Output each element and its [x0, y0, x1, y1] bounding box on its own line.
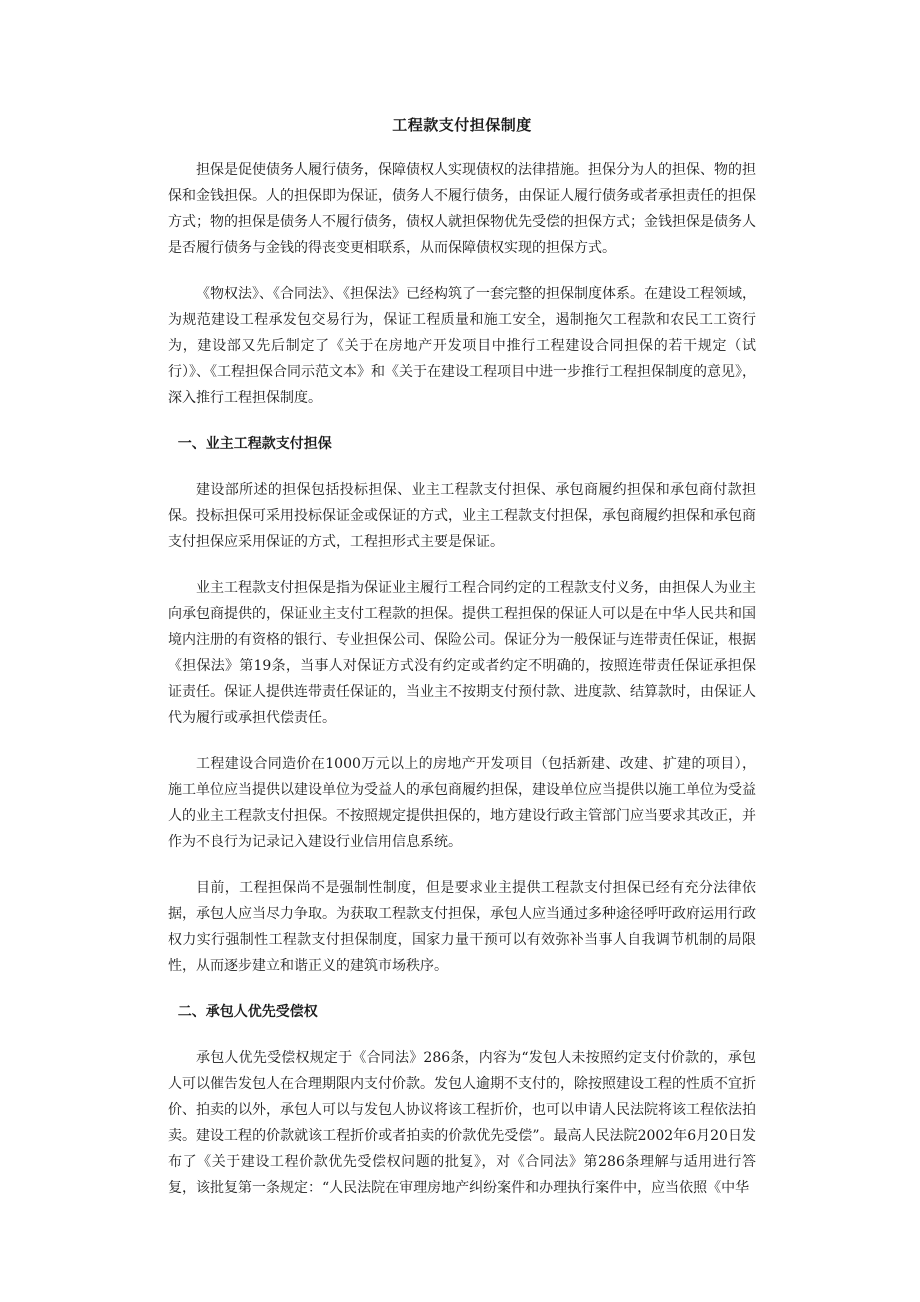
document-title: 工程款支付担保制度 [392, 116, 532, 134]
document-page [168, 104, 756, 1221]
section-1-paragraph-2: 业主工程款支付担保是指为保证业主履行工程合同约定的工程款支付义务，由担保人为业主向承包商提供的，保证业主支付工程款的担保。提供工程担保的保证人可以是在中华人民共和国境内注册的有资格的银行、专业担保公司、保险公司。保证分为一般保证与连带责任保证，根据《担保法》第19条，当事人对保证方式没有约定或者约定不明确的，按照连带责任保证承担保证责任。保证人提供连带责任保证的，当业主不按期支付预付款、进度款、结算款时，由保证人代为履行或承担代偿责任。 [168, 580, 756, 726]
section-1-paragraph-3: 工程建设合同造价在1000万元以上的房地产开发项目（包括新建、改建、扩建的项目），施工单位应当提供以建设单位为受益人的承包商履约担保，建设单位应当提供以施工单位为受益人的业主工程款支付担保。不按照规定提供担保的，地方建设行政主管部门应当要求其改正，并作为不良行为记录记入建设行业信用信息系统。 [168, 756, 756, 850]
section-1-paragraph-4: 目前，工程担保尚不是强制性制度，但是要求业主提供工程款支付担保已经有充分法律依据，承包人应当尽力争取。为获取工程款支付担保，承包人应当通过多种途径呼吁政府运用行政权力实行强制性工程款支付担保制度，国家力量干预可以有效弥补当事人自我调节机制的局限性，从而逐步建立和谐正义的建筑市场秩序。 [168, 880, 756, 974]
section-1-paragraph-1: 建设部所述的担保包括投标担保、业主工程款支付担保、承包商履约担保和承包商付款担保。投标担保可采用投标保证金或保证的方式，业主工程款支付担保，承包商履约担保和承包商支付担保应采用保证的方式，工程担形式主要是保证。 [168, 482, 756, 550]
intro-paragraph-1: 担保是促使债务人履行债务，保障债权人实现债权的法律措施。担保分为人的担保、物的担保和金钱担保。人的担保即为保证，债务人不履行债务，由保证人履行债务或者承担责任的担保方式；物的担保是债务人不履行债务，债权人就担保物优先受偿的担保方式；金钱担保是债务人是否履行债务与金钱的得丧变更相联系，从而保障债权实现的担保方式。 [168, 162, 756, 256]
section-2-heading: 二、承包人优先受偿权 [177, 1004, 318, 1020]
section-2-paragraph-1: 承包人优先受偿权规定于《合同法》286条，内容为“发包人未按照约定支付价款的，承包人可以催告发包人在合理期限内支付价款。发包人逾期不支付的，除按照建设工程的性质不宜折价、拍卖的以外，承包人可以与发包人协议将该工程折价，也可以申请人民法院将该工程依法拍卖。建设工程的价款就该工程折价或者拍卖的价款优先受偿”。最高人民法院2002年6月20日发布了《关于建设工程价款优先受偿权问题的批复》，对《合同法》第286条理解与适用进行答复，该批复第一条规定：“人民法院在审理房地产纠纷案件和办理执行案件中，应当依照《中华 [168, 1050, 756, 1196]
intro-paragraph-2: 《物权法》、《合同法》、《担保法》已经构筑了一套完整的担保制度体系。在建设工程领域，为规范建设工程承发包交易行为，保证工程质量和施工安全，遏制拖欠工程款和农民工工资行为，建设部又先后制定了《关于在房地产开发项目中推行工程建设合同担保的若干规定（试行）》、《工程担保合同示范文本》和《关于在建设工程项目中进一步推行工程担保制度的意见》，深入推行工程担保制度。 [168, 286, 756, 406]
section-1-heading: 一、业主工程款支付担保 [177, 436, 332, 452]
